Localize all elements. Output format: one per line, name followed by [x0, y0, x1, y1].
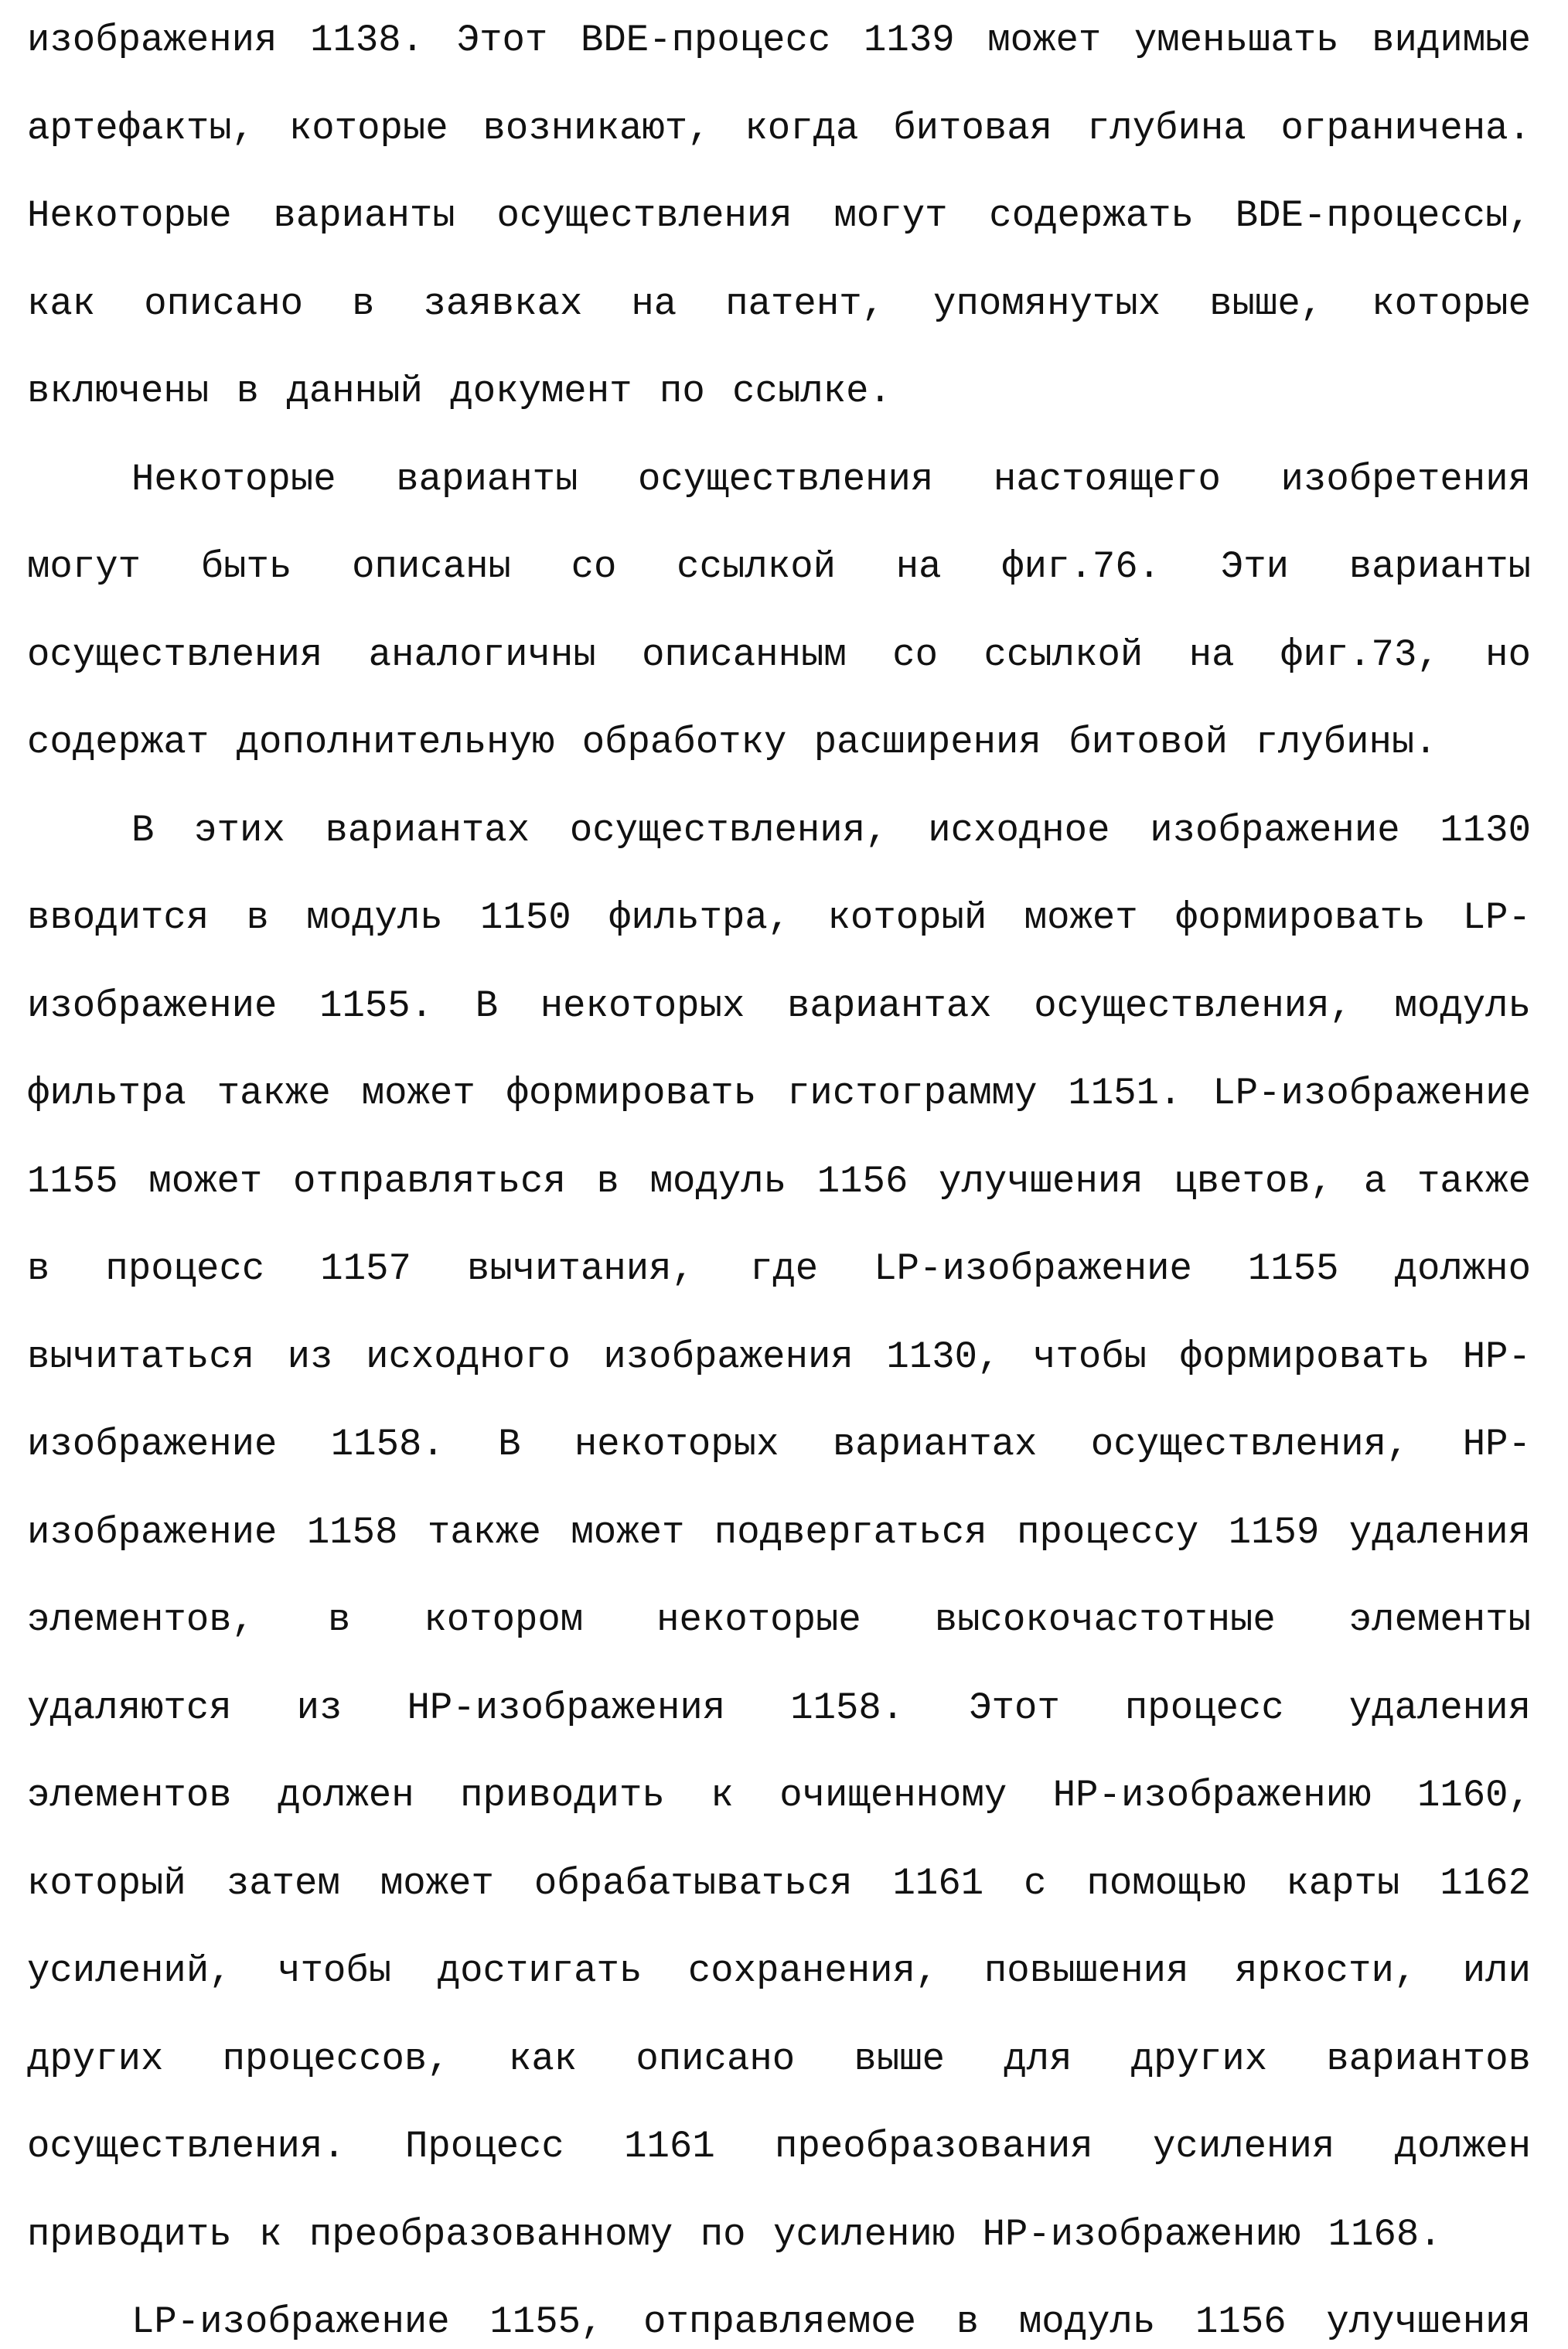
text-line: в процесс 1157 вычитания, где LP-изображение 1155 должно [27, 1247, 1531, 1290]
text-line: удаляются из HP-изображения 1158. Этот процесс удаления [27, 1686, 1531, 1730]
paragraph-start-line: LP-изображение 1155, отправляемое в модуль 1156 улучшения [131, 2300, 1531, 2344]
text-line: осуществления аналогичны описанным со ссылкой на фиг.73, но [27, 633, 1531, 677]
text-line: фильтра также может формировать гистограмму 1151. LP-изображение [27, 1072, 1531, 1115]
text-line: 1155 может отправляться в модуль 1156 улучшения цветов, а также [27, 1160, 1531, 1203]
paragraph-end-line: включены в данный документ по ссылке. [27, 370, 891, 413]
paragraph-end-line: приводить к преобразованному по усилению HP-изображению 1168. [27, 2213, 1442, 2256]
text-line: который затем может обрабатываться 1161 с помощью карты 1162 [27, 1862, 1531, 1905]
text-line: артефакты, которые возникают, когда битовая глубина ограничена. [27, 107, 1531, 150]
text-line: Некоторые варианты осуществления могут содержать BDE-процессы, [27, 194, 1531, 237]
paragraph-start-line: В этих вариантах осуществления, исходное изображение 1130 [131, 809, 1531, 852]
text-line: других процессов, как описано выше для других вариантов [27, 2037, 1531, 2081]
text-line: осуществления. Процесс 1161 преобразования усиления должен [27, 2125, 1531, 2168]
text-line: изображение 1158. В некоторых вариантах осуществления, HP- [27, 1423, 1531, 1466]
text-line: усилений, чтобы достигать сохранения, повышения яркости, или [27, 1949, 1531, 1993]
text-line: могут быть описаны со ссылкой на фиг.76. Эти варианты [27, 545, 1531, 588]
text-line: как описано в заявках на патент, упомянутых выше, которые [27, 282, 1531, 326]
text-line: изображение 1155. В некоторых вариантах осуществления, модуль [27, 984, 1531, 1028]
text-line: вводится в модуль 1150 фильтра, который может формировать LP- [27, 896, 1531, 939]
text-line: изображения 1138. Этот BDE-процесс 1139 может уменьшать видимые [27, 19, 1531, 62]
text-line: вычитаться из исходного изображения 1130, чтобы формировать HP- [27, 1335, 1531, 1379]
text-line: элементов должен приводить к очищенному HP-изображению 1160, [27, 1774, 1531, 1817]
paragraph-start-line: Некоторые варианты осуществления настоящего изобретения [131, 458, 1531, 501]
text-line: изображение 1158 также может подвергаться процессу 1159 удаления [27, 1511, 1531, 1554]
text-line: элементов, в котором некоторые высокочастотные элементы [27, 1598, 1531, 1642]
paragraph-end-line: содержат дополнительную обработку расширения битовой глубины. [27, 721, 1437, 764]
